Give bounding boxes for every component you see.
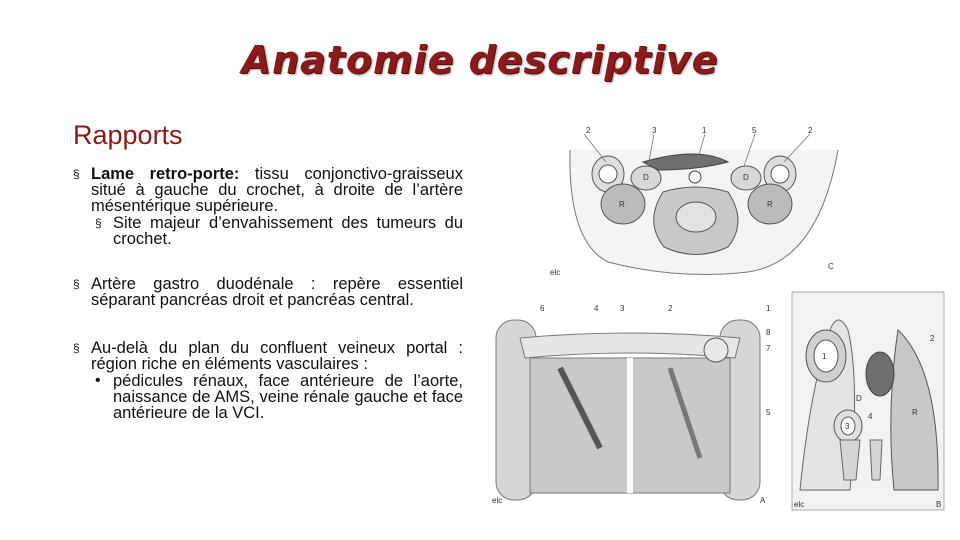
anatomy-figure-duodenum xyxy=(490,298,780,510)
figure-number-label: 2 xyxy=(808,126,813,135)
bullet-artere-gastro-duodenale xyxy=(73,276,463,308)
organ-label: D xyxy=(856,394,862,403)
figure-number-label: 1 xyxy=(702,126,707,135)
sagittal-illustration xyxy=(790,290,946,512)
sub-bullet-text: Site majeur d’envahissement des tumeurs du crochet. xyxy=(113,214,463,248)
panel-letter: A xyxy=(760,496,766,505)
bullet-text: tissu conjonctivo-graisseux situé à gauche du crochet, à droite de l’artère mésentérique supérieure. xyxy=(91,165,463,215)
organ-label: R xyxy=(912,408,918,417)
bullet-lame-retro-porte xyxy=(73,166,463,214)
dot-bullet-icon: • xyxy=(95,372,101,389)
anatomy-figure-cross-section xyxy=(548,122,848,282)
figure-number-label: 4 xyxy=(594,304,599,313)
panel-letter: C xyxy=(828,262,834,271)
bullet-au-dela xyxy=(73,340,463,372)
organ-label: R xyxy=(767,200,773,209)
figure-number-label: 3 xyxy=(845,422,850,431)
corner-tag: elc xyxy=(550,268,561,277)
slide-title: Anatomie descriptive xyxy=(241,38,719,82)
sub-bullet-site-majeur xyxy=(73,215,463,247)
bullet-text: Artère gastro duodénale : repère essentiel séparant pancréas droit et pancréas central. xyxy=(91,275,463,309)
bullet-list xyxy=(73,166,463,421)
figure-number-label: 4 xyxy=(868,412,873,421)
organ-label: R xyxy=(619,200,625,209)
square-bullet-icon: § xyxy=(73,341,80,355)
section-heading: Rapports xyxy=(73,120,183,150)
square-bullet-icon: § xyxy=(73,167,80,181)
figure-number-label: 6 xyxy=(540,304,545,313)
bullet-text: Au-delà du plan du confluent veineux portal : région riche en éléments vasculaires : xyxy=(91,339,463,373)
figure-number-label: 2 xyxy=(586,126,591,135)
figure-number-label: 5 xyxy=(752,126,757,135)
organ-label: D xyxy=(643,173,649,182)
cross-section-illustration xyxy=(548,122,848,282)
corner-tag: elc xyxy=(794,500,805,509)
square-bullet-icon: § xyxy=(73,277,80,291)
figure-number-label: 1 xyxy=(766,304,771,313)
figure-number-label: 2 xyxy=(930,334,935,343)
figure-number-label: 7 xyxy=(766,344,771,353)
figure-number-label: 1 xyxy=(822,352,827,361)
figure-number-label: 8 xyxy=(766,328,771,337)
duodenum-illustration xyxy=(490,298,780,510)
figure-number-label: 3 xyxy=(620,304,625,313)
bullet-strong-label: Lame retro-porte: xyxy=(91,165,240,183)
panel-letter: B xyxy=(936,500,942,509)
square-bullet-icon: § xyxy=(95,216,102,230)
figure-number-label: 5 xyxy=(766,408,771,417)
figure-number-label: 3 xyxy=(652,126,657,135)
sub-bullet-pedicules xyxy=(73,373,463,421)
organ-label: D xyxy=(743,173,749,182)
sub-bullet-text: pédicules rénaux, face antérieure de l’aorte, naissance de AMS, veine rénale gauche et face antérieure de la VCI. xyxy=(113,372,463,422)
anatomy-figure-sagittal xyxy=(790,290,946,512)
figure-number-label: 2 xyxy=(668,304,673,313)
corner-tag: elc xyxy=(492,496,503,505)
